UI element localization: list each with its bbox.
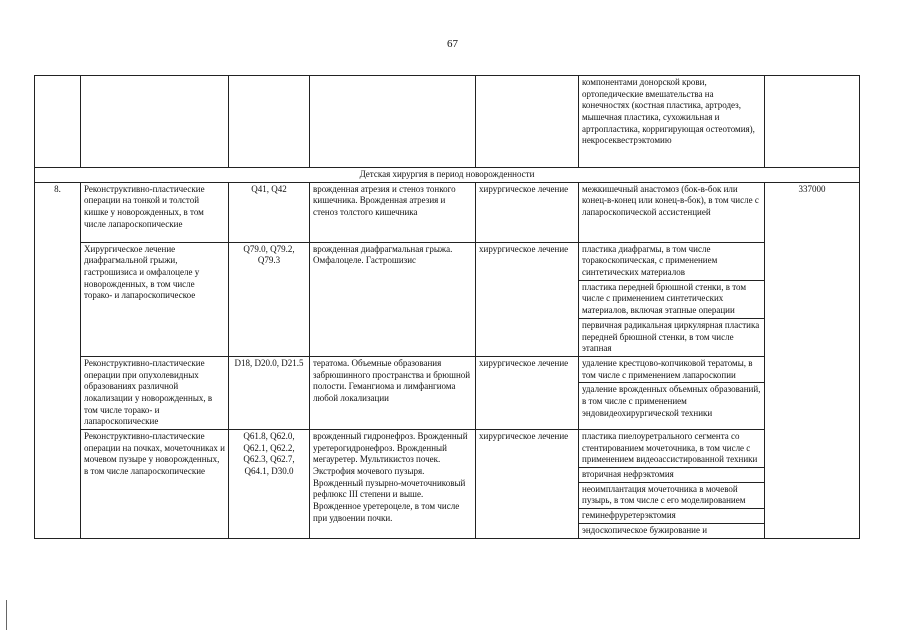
cell-codes: Q61.8, Q62.0, Q62.1, Q62.2, Q62.3, Q62.7, Q64.1, D30.0 <box>229 430 310 539</box>
group-cost: 337000 <box>765 182 860 538</box>
cell-methods <box>579 356 765 429</box>
cell-treatment <box>476 76 579 168</box>
method-item: удаление врожденных объемных образований, в том числе с применением эндовидеохирургической техники <box>582 384 761 418</box>
cell-treatment: хирургическое лечение <box>476 430 579 539</box>
cell-model: врожденный гидронефроз. Врожденный уретерогидронефроз. Врожденный мегауретер. Мультикистоз почек. Экстрофия мочевого пузыря. Врожденный пузырно-мочеточниковый рефлюкс III степени и выше. Врожденное уретероцеле, в том числе при удвоении почки. <box>310 430 476 539</box>
section-title: Детская хирургия в период новорожденности <box>35 168 860 183</box>
cell-methods <box>579 182 765 242</box>
table-row <box>35 182 860 242</box>
table-row <box>35 356 860 429</box>
cell-codes: D18, D20.0, D21.5 <box>229 356 310 429</box>
cell-name: Хирургическое лечение диафрагмальной грыжи, гастрошизиса и омфалоцеле у новорожденных, в том числе торако- и лапароскопическое <box>81 242 229 356</box>
method-item: удаление крестцово-копчиковой тератомы, в том числе с применением лапароскопии <box>579 357 764 383</box>
page-number: 67 <box>447 38 458 50</box>
cell-methods: компонентами донорской крови, ортопедические вмешательства на конечностях (костная пластика, артродез, мышечная пластика, сухожильная и артропластика, корригирующая остеотомия), некросеквестрэктомию <box>579 76 765 168</box>
cell-codes: Q41, Q42 <box>229 182 310 242</box>
cell-treatment: хирургическое лечение <box>476 182 579 242</box>
method-item: пластика диафрагмы, в том числе торакоскопическая, с применением синтетических материалов <box>579 243 764 281</box>
cell-number <box>35 76 81 168</box>
cell-methods <box>579 430 765 539</box>
cell-model: врожденная диафрагмальная грыжа. Омфалоцеле. Гастрошизис <box>310 242 476 356</box>
cell-name: Реконструктивно-пластические операции на почках, мочеточниках и мочевом пузыре у новорожденных, в том числе лапароскопические <box>81 430 229 539</box>
services-table <box>34 75 860 539</box>
method-item: геминефруретерэктомия <box>579 509 764 524</box>
method-item: пластика передней брюшной стенки, в том числе с применением синтетических материалов, включая этапные операции <box>579 281 764 319</box>
cell-name <box>81 76 229 168</box>
cell-treatment: хирургическое лечение <box>476 242 579 356</box>
method-item: первичная радикальная циркулярная пластика передней брюшной стенки, в том числе этапная <box>582 319 760 354</box>
method-item: межкишечный анастомоз (бок-в-бок или конец-в-конец или конец-в-бок), в том числе с лапароскопической ассистенцией <box>582 183 759 218</box>
cell-model: тератома. Объемные образования забрюшинного пространства и брюшной полости. Гемангиома и лимфангиома любой локализации <box>310 356 476 429</box>
table-row <box>35 242 860 356</box>
scan-margin-line <box>6 600 7 630</box>
method-item: неоимплантация мочеточника в мочевой пузырь, в том числе с его моделированием <box>579 483 764 509</box>
group-number: 8. <box>35 182 81 538</box>
cell-codes: Q79.0, Q79.2, Q79.3 <box>229 242 310 356</box>
table-row <box>35 430 860 539</box>
cell-model: врожденная атрезия и стеноз тонкого кишечника. Врожденная атрезия и стеноз толстого кишечника <box>310 182 476 242</box>
cell-treatment: хирургическое лечение <box>476 356 579 429</box>
cell-methods <box>579 242 765 356</box>
method-item: эндоскопическое бужирование и <box>582 524 708 535</box>
section-row <box>35 168 860 183</box>
cell-codes <box>229 76 310 168</box>
cell-model <box>310 76 476 168</box>
method-item: вторичная нефрэктомия <box>579 468 764 483</box>
table-row-continuation <box>35 76 860 168</box>
method-item: пластика пиелоуретрального сегмента со стентированием мочеточника, в том числе с применением видеоассистированной техники <box>579 430 764 468</box>
cell-name: Реконструктивно-пластические операции на тонкой и толстой кишке у новорожденных, в том числе лапароскопические <box>81 182 229 242</box>
cell-name: Реконструктивно-пластические операции при опухолевидных образованиях различной локализации у новорожденных, в том числе торако- и лапароскопические <box>81 356 229 429</box>
cell-cost <box>765 76 860 168</box>
